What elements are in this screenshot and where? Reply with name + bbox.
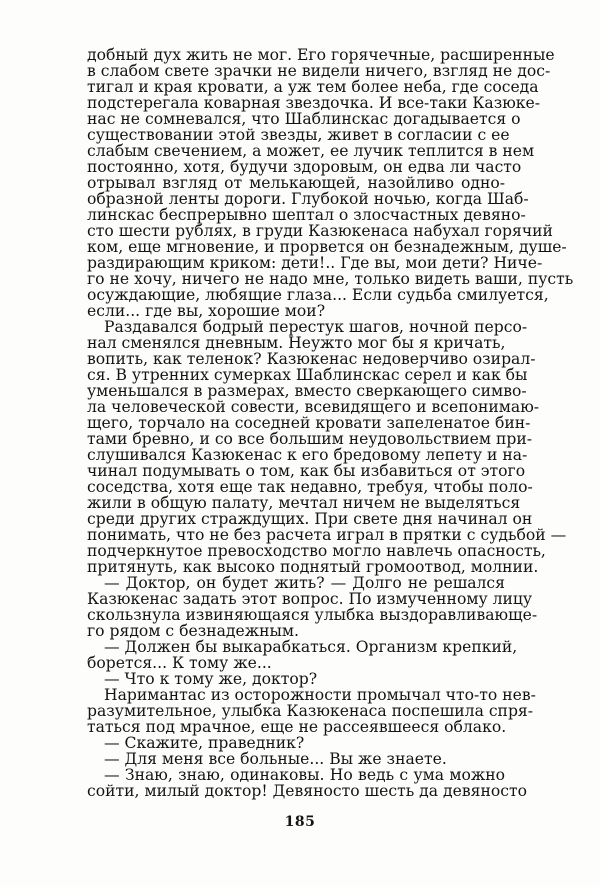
text-line: чинал подумывать о том, как бы избавиться от этого	[87, 461, 526, 480]
text-line: существовании этой звезды, живет в согласии с ее	[87, 125, 510, 144]
text-line: линскас беспрерывно шептал о злосчастных девяно-	[87, 205, 526, 224]
text-line: добный дух жить не мог. Его горячечные, расширенные	[87, 45, 555, 64]
text-line: — Для меня все больные... Вы же знаете.	[104, 749, 447, 768]
text-line: если... где вы, хорошие мои?	[87, 301, 326, 320]
text-line: щего, торчало на соседней кровати запеленатое бин-	[87, 413, 531, 432]
text-line: — Доктор, он будет жить? — Долго не решался	[104, 573, 505, 592]
text-line: го рядом с безнадежным.	[87, 621, 299, 640]
text-line: притянуть, как высоко поднятый громоотвод, молнии.	[87, 557, 539, 576]
text-line: го не хочу, ничего не надо мне, только видеть ваши, пусть	[87, 269, 574, 288]
text-line: нас не сомневался, что Шаблинскас догадывается о	[87, 109, 521, 128]
text-line: жили в общую палату, мечтал ничем не выделяться	[87, 493, 521, 512]
text-line: таться под мрачное, еще не рассеявшееся облако.	[87, 717, 507, 736]
text-line: постоянно, хотя, будучи здоровым, он едва ли часто	[87, 157, 522, 176]
text-line: тигал и края кровати, а уж тем более неба, где соседа	[87, 77, 539, 96]
text-line: — Знаю, знаю, одинаковы. Но ведь с ума можно	[104, 765, 505, 784]
text-line: в слабом свете зрачки не видели ничего, взгляд не дос-	[87, 61, 551, 80]
text-line: Казюкенас задать этот вопрос. По измученному лицу	[87, 589, 533, 608]
text-line: Наримантас из осторожности промычал что-то нев-	[104, 685, 536, 704]
text-line: слушивался Казюкенас к его бредовому лепету и на-	[87, 445, 528, 464]
text-line: осуждающие, любящие глаза... Если судьба смилуется,	[87, 285, 549, 304]
text-line: ся. В утренних сумерках Шаблинскас серел и как бы	[87, 365, 528, 384]
text-line: слабым свечением, а может, ее лучик теплится в нем	[87, 141, 535, 160]
text-line: — Что к тому же, доктор?	[104, 669, 318, 688]
text-line: скользнула извиняющаяся улыбка выздоравливающе-	[87, 605, 538, 624]
text-line: вопить, как теленок? Казюкенас недоверчиво озирал-	[87, 349, 536, 368]
text-line: — Должен бы выкарабкаться. Организм крепкий,	[104, 637, 518, 656]
text-line: среди других страждущих. При свете дня начинал он	[87, 509, 533, 528]
text-line: нал сменялся дневным. Неужто мог бы я кричать,	[87, 333, 506, 352]
text-line: разумительное, улыбка Казюкенаса поспешила спря-	[87, 701, 534, 720]
text-line: отрывал взгляд от мелькающей, назойливо одно-	[87, 173, 505, 192]
text-line: Раздавался бодрый перестук шагов, ночной персо-	[104, 317, 528, 336]
text-line: ла человеческой совести, всевидящего и всепонимаю-	[87, 397, 540, 416]
page-number: 185	[284, 814, 316, 830]
text-line: понимать, что не без расчета играл в прятки с судьбой —	[87, 525, 567, 544]
text-line: уменьшался в размерах, вместо сверкающего симво-	[87, 381, 527, 400]
text-line: сто шести рублях, в груди Казюкенаса набухал горячий	[87, 221, 553, 240]
text-line: тами бревно, и со все большим неудовольствием при-	[87, 429, 532, 448]
text-line: образной ленты дороги. Глубокой ночью, когда Шаб-	[87, 189, 529, 208]
text-line: борется... К тому же...	[87, 653, 272, 672]
text-line: соседства, хотя еще так недавно, требуя, чтобы поло-	[87, 477, 533, 496]
text-line: ком, еще мгновение, и прорвется он безнадежным, душе-	[87, 237, 567, 256]
text-line: раздирающим криком: дети!.. Где вы, мои дети? Ниче-	[87, 253, 543, 272]
text-line: сойти, милый доктор! Девяносто шесть да девяносто	[87, 781, 527, 800]
text-line: подчеркнутое превосходство могло навлечь опасность,	[87, 541, 546, 560]
text-line: подстерегала коварная звездочка. И все-таки Казюке-	[87, 93, 541, 112]
text-line: — Скажите, праведник?	[104, 733, 305, 752]
